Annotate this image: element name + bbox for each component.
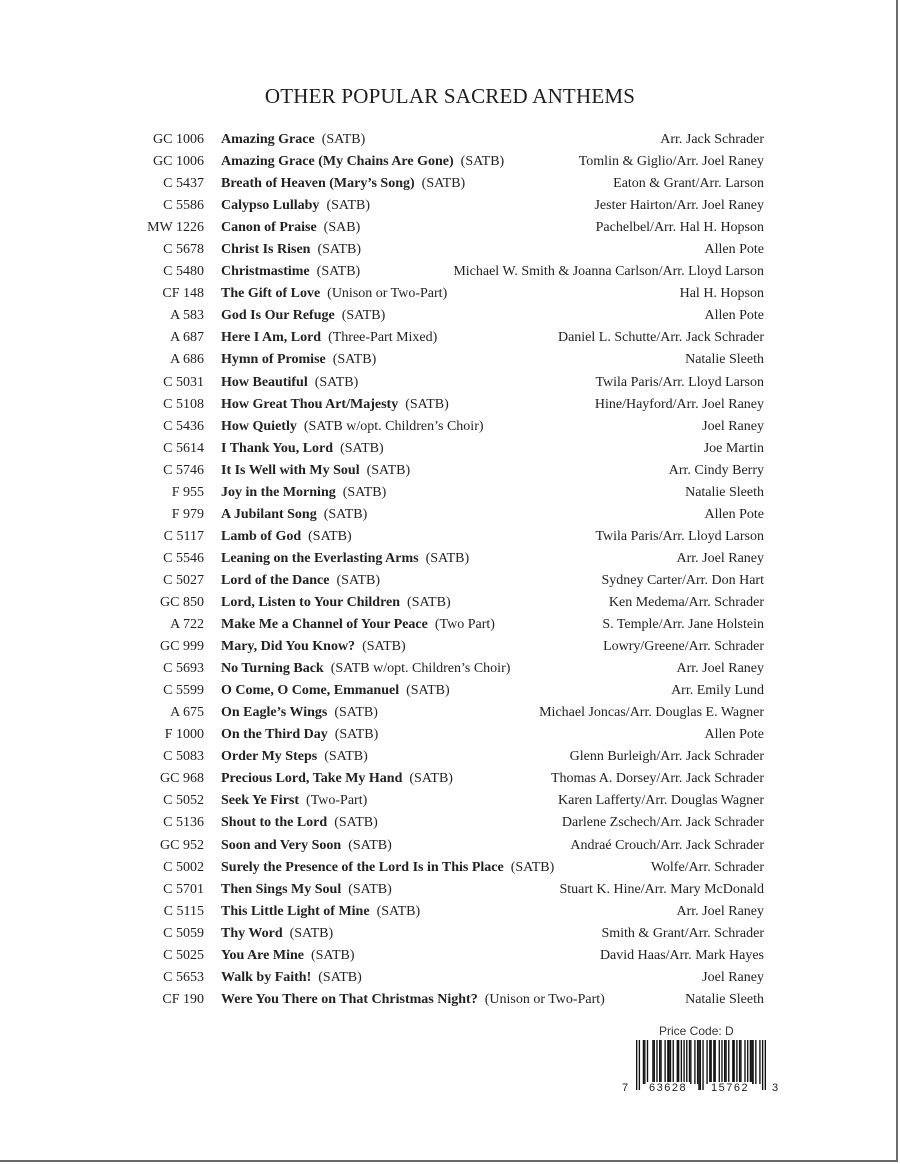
barcode-bar bbox=[734, 1040, 735, 1084]
catalog-code: F 1000 bbox=[164, 727, 204, 743]
anthem-title: Thy Word bbox=[221, 925, 283, 941]
anthem-row bbox=[0, 901, 900, 923]
catalog-code: C 5027 bbox=[163, 572, 204, 588]
catalog-code: C 5025 bbox=[163, 947, 204, 963]
barcode-bar bbox=[719, 1040, 720, 1084]
composer-arranger: Allen Pote bbox=[704, 506, 764, 522]
barcode-bar bbox=[762, 1040, 763, 1090]
anthem-title: A Jubilant Song bbox=[221, 506, 317, 522]
anthem-title-cell bbox=[221, 702, 378, 724]
anthem-title-cell bbox=[221, 746, 368, 768]
anthem-title: Were You There on That Christmas Night? bbox=[221, 991, 478, 1007]
anthem-list bbox=[0, 129, 900, 1011]
anthem-title: How Beautiful bbox=[221, 374, 308, 390]
anthem-title-cell bbox=[221, 967, 362, 989]
anthem-row bbox=[0, 746, 900, 768]
composer-arranger: Thomas A. Dorsey/Arr. Jack Schrader bbox=[550, 771, 764, 787]
barcode-bar bbox=[681, 1040, 682, 1084]
anthem-row bbox=[0, 416, 900, 438]
composer-arranger: Ken Medema/Arr. Schrader bbox=[608, 594, 764, 610]
anthem-voicing: (SATB) bbox=[326, 198, 370, 214]
anthem-title: The Gift of Love bbox=[221, 286, 321, 302]
composer-arranger: S. Temple/Arr. Jane Holstein bbox=[602, 617, 764, 633]
catalog-code: GC 850 bbox=[160, 594, 204, 610]
anthem-title-cell bbox=[221, 636, 406, 658]
anthem-row bbox=[0, 835, 900, 857]
barcode-bar bbox=[647, 1040, 648, 1084]
barcode-bar bbox=[713, 1040, 714, 1084]
barcode-bar bbox=[736, 1040, 737, 1084]
anthem-row bbox=[0, 989, 900, 1011]
anthem-voicing: (SATB) bbox=[405, 396, 449, 412]
barcode-bar bbox=[683, 1040, 684, 1084]
anthem-row bbox=[0, 857, 900, 879]
anthem-voicing: (SATB) bbox=[316, 264, 361, 280]
anthem-title-cell bbox=[221, 239, 361, 261]
anthem-row bbox=[0, 923, 900, 945]
anthem-voicing: (SATB) bbox=[342, 484, 387, 500]
barcode-bar bbox=[690, 1040, 691, 1084]
anthem-voicing: (SATB) bbox=[334, 705, 378, 721]
barcode-bar bbox=[678, 1040, 679, 1084]
anthem-voicing: (Unison or Two-Part) bbox=[484, 991, 605, 1007]
anthem-title: Shout to the Lord bbox=[221, 815, 328, 831]
composer-arranger: David Haas/Arr. Mark Hayes bbox=[599, 947, 764, 963]
anthem-row bbox=[0, 658, 900, 680]
catalog-code: A 687 bbox=[170, 330, 204, 346]
anthem-title-cell bbox=[221, 835, 392, 857]
anthem-title: I Thank You, Lord bbox=[221, 440, 334, 456]
catalog-code: C 5678 bbox=[163, 242, 204, 258]
anthem-row bbox=[0, 548, 900, 570]
composer-arranger: Andraé Crouch/Arr. Jack Schrader bbox=[570, 837, 764, 853]
barcode-bar bbox=[755, 1040, 756, 1084]
anthem-row bbox=[0, 768, 900, 790]
anthem-voicing: (SATB) bbox=[321, 132, 366, 147]
anthem-voicing: (SATB) bbox=[318, 969, 362, 985]
composer-arranger: Michael W. Smith & Joanna Carlson/Arr. Lloyd Larson bbox=[453, 264, 764, 280]
anthem-row bbox=[0, 724, 900, 746]
anthem-voicing: (SATB) bbox=[323, 506, 368, 522]
barcode-bar bbox=[643, 1040, 644, 1084]
anthem-row bbox=[0, 702, 900, 724]
anthem-title: Calypso Lullaby bbox=[221, 198, 320, 214]
composer-arranger: Lowry/Greene/Arr. Schrader bbox=[603, 639, 764, 655]
barcode-bar bbox=[728, 1040, 729, 1084]
anthem-title-cell bbox=[221, 305, 385, 327]
anthem-row bbox=[0, 283, 900, 305]
anthem-voicing: (SATB) bbox=[332, 352, 377, 368]
anthem-title: How Great Thou Art/Majesty bbox=[221, 396, 399, 412]
catalog-code: C 5059 bbox=[163, 925, 204, 941]
anthem-title-cell bbox=[221, 724, 378, 746]
anthem-title-cell bbox=[221, 923, 333, 945]
anthem-title-cell bbox=[221, 195, 370, 217]
catalog-code: CF 148 bbox=[162, 286, 204, 302]
barcode-bar bbox=[765, 1040, 766, 1090]
anthem-voicing: (SATB) bbox=[406, 683, 450, 699]
composer-arranger: Allen Pote bbox=[704, 727, 764, 743]
anthem-voicing: (SATB) bbox=[348, 837, 392, 853]
barcode-bar bbox=[751, 1040, 752, 1084]
barcode-bar bbox=[667, 1040, 668, 1084]
composer-arranger: Wolfe/Arr. Schrader bbox=[650, 859, 764, 875]
composer-arranger: Natalie Sleeth bbox=[685, 352, 764, 368]
anthem-title: Order My Steps bbox=[221, 749, 318, 765]
anthem-voicing: (Unison or Two-Part) bbox=[327, 286, 448, 302]
composer-arranger: Natalie Sleeth bbox=[685, 991, 764, 1007]
composer-arranger: Arr. Cindy Berry bbox=[668, 462, 764, 478]
barcode-left-group: 63628 bbox=[646, 1082, 690, 1094]
anthem-title: On Eagle’s Wings bbox=[221, 705, 328, 721]
composer-arranger: Arr. Joel Raney bbox=[676, 550, 764, 566]
anthem-title-cell bbox=[221, 989, 605, 1011]
catalog-code: C 5614 bbox=[163, 440, 204, 456]
anthem-title-cell bbox=[221, 394, 449, 416]
anthem-voicing: (SATB) bbox=[324, 749, 368, 765]
barcode-bar bbox=[659, 1040, 660, 1084]
anthem-title-cell bbox=[221, 261, 360, 283]
anthem-title-cell bbox=[221, 151, 504, 173]
composer-arranger: Allen Pote bbox=[704, 242, 764, 258]
anthem-row bbox=[0, 460, 900, 482]
catalog-code: GC 1006 bbox=[153, 154, 204, 170]
barcode-bar bbox=[670, 1040, 671, 1084]
anthem-title: Mary, Did You Know? bbox=[221, 639, 356, 655]
barcode-bar bbox=[744, 1040, 745, 1084]
anthem-voicing: (SATB) bbox=[407, 594, 451, 610]
anthem-row bbox=[0, 327, 900, 349]
anthem-row bbox=[0, 680, 900, 702]
catalog-code: MW 1226 bbox=[147, 220, 204, 236]
anthem-voicing: (SATB) bbox=[421, 176, 466, 192]
anthem-row bbox=[0, 614, 900, 636]
anthem-voicing: (SATB w/opt. Children’s Choir) bbox=[330, 661, 511, 677]
anthem-voicing: (Three-Part Mixed) bbox=[328, 330, 438, 346]
catalog-code: C 5746 bbox=[163, 462, 204, 478]
composer-arranger: Natalie Sleeth bbox=[685, 484, 764, 500]
anthem-title-cell bbox=[221, 460, 410, 482]
catalog-code: C 5480 bbox=[163, 264, 204, 280]
barcode-bar bbox=[654, 1040, 655, 1084]
catalog-code: GC 999 bbox=[160, 639, 204, 655]
composer-arranger: Eaton & Grant/Arr. Larson bbox=[613, 176, 764, 192]
anthem-title-cell bbox=[221, 438, 384, 460]
catalog-code: GC 968 bbox=[160, 771, 204, 787]
catalog-code: C 5599 bbox=[163, 683, 204, 699]
anthem-voicing: (SATB w/opt. Children’s Choir) bbox=[303, 418, 484, 434]
anthem-row bbox=[0, 504, 900, 526]
anthem-voicing: (SATB) bbox=[362, 639, 406, 655]
barcode-right-group: 15762 bbox=[708, 1082, 752, 1094]
anthem-row bbox=[0, 394, 900, 416]
anthem-row bbox=[0, 438, 900, 460]
anthem-title-cell bbox=[221, 349, 376, 371]
anthem-voicing: (SAB) bbox=[323, 220, 361, 236]
anthem-title-cell bbox=[221, 283, 447, 305]
barcode-bar bbox=[715, 1040, 716, 1084]
anthem-voicing: (SATB) bbox=[510, 859, 555, 875]
catalog-code: C 5117 bbox=[163, 528, 204, 544]
anthem-title: Lord, Listen to Your Children bbox=[221, 594, 401, 610]
anthem-title: You Are Mine bbox=[221, 947, 304, 963]
barcode-bar bbox=[677, 1040, 678, 1084]
anthem-title: On the Third Day bbox=[221, 727, 328, 743]
anthem-row bbox=[0, 812, 900, 834]
catalog-code: C 5052 bbox=[163, 793, 204, 809]
anthem-title: How Quietly bbox=[221, 418, 297, 434]
anthem-title-cell bbox=[221, 173, 465, 195]
anthem-title: O Come, O Come, Emmanuel bbox=[221, 683, 400, 699]
barcode-bar bbox=[724, 1040, 725, 1084]
anthem-row bbox=[0, 372, 900, 394]
anthem-title: God Is Our Refuge bbox=[221, 308, 335, 324]
anthem-voicing: (SATB) bbox=[425, 550, 470, 566]
anthem-voicing: (SATB) bbox=[289, 925, 334, 941]
composer-arranger: Arr. Emily Lund bbox=[671, 683, 764, 699]
composer-arranger: Allen Pote bbox=[704, 308, 764, 324]
anthem-title-cell bbox=[221, 857, 554, 879]
anthem-voicing: (SATB) bbox=[308, 528, 352, 544]
composer-arranger: Tomlin & Giglio/Arr. Joel Raney bbox=[578, 154, 764, 170]
catalog-code: C 5546 bbox=[163, 550, 204, 566]
price-code: Price Code: D bbox=[659, 1024, 734, 1038]
anthem-voicing: (Two Part) bbox=[434, 617, 495, 633]
barcode-bar bbox=[694, 1040, 695, 1084]
anthem-title: Precious Lord, Take My Hand bbox=[221, 771, 403, 787]
barcode-bar bbox=[697, 1040, 698, 1084]
barcode-bar bbox=[752, 1040, 753, 1084]
anthem-title: Christmastime bbox=[221, 264, 310, 280]
barcode-bar bbox=[698, 1040, 699, 1090]
composer-arranger: Smith & Grant/Arr. Schrader bbox=[601, 925, 764, 941]
barcode-lead-digit: 7 bbox=[622, 1082, 629, 1094]
barcode-bar bbox=[740, 1040, 741, 1084]
catalog-code: C 5586 bbox=[163, 198, 204, 214]
anthem-voicing: (SATB) bbox=[336, 572, 381, 588]
anthem-title: No Turning Back bbox=[221, 661, 324, 677]
anthem-title: Make Me a Channel of Your Peace bbox=[221, 617, 428, 633]
composer-arranger: Hine/Hayford/Arr. Joel Raney bbox=[594, 396, 764, 412]
catalog-code: A 675 bbox=[170, 705, 204, 721]
composer-arranger: Michael Joncas/Arr. Douglas E. Wagner bbox=[539, 705, 764, 721]
anthem-title: Joy in the Morning bbox=[221, 484, 336, 500]
anthem-title: Leaning on the Everlasting Arms bbox=[221, 550, 419, 566]
catalog-code: C 5108 bbox=[163, 396, 204, 412]
composer-arranger: Twila Paris/Arr. Lloyd Larson bbox=[595, 528, 764, 544]
anthem-title: It Is Well with My Soul bbox=[221, 462, 360, 478]
barcode-bar bbox=[669, 1040, 670, 1084]
anthem-title: Then Sings My Soul bbox=[221, 881, 342, 897]
composer-arranger: Arr. Joel Raney bbox=[676, 661, 764, 677]
barcode-bar bbox=[664, 1040, 665, 1084]
barcode-bar bbox=[689, 1040, 690, 1084]
catalog-code: C 5701 bbox=[163, 881, 204, 897]
anthem-voicing: (SATB) bbox=[317, 242, 362, 258]
barcode-bar bbox=[759, 1040, 760, 1084]
composer-arranger: Glenn Burleigh/Arr. Jack Schrader bbox=[569, 749, 764, 765]
catalog-code: F 979 bbox=[171, 506, 204, 522]
barcode-bar bbox=[652, 1040, 653, 1084]
catalog-code: C 5002 bbox=[163, 859, 204, 875]
barcode-bar bbox=[709, 1040, 710, 1084]
composer-arranger: Joe Martin bbox=[703, 440, 764, 456]
anthem-title: Hymn of Promise bbox=[221, 352, 326, 368]
anthem-row bbox=[0, 349, 900, 371]
catalog-code: C 5031 bbox=[163, 374, 204, 390]
anthem-row bbox=[0, 482, 900, 504]
anthem-title-cell bbox=[221, 570, 380, 592]
anthem-title: Here I Am, Lord bbox=[221, 330, 322, 346]
anthem-title: Surely the Presence of the Lord Is in This Place bbox=[221, 859, 504, 875]
barcode-bar bbox=[656, 1040, 657, 1084]
anthem-row bbox=[0, 526, 900, 548]
anthem-voicing: (SATB) bbox=[376, 903, 421, 919]
barcode-bar bbox=[636, 1040, 637, 1090]
barcode-bar bbox=[750, 1040, 751, 1084]
anthem-title-cell bbox=[221, 614, 495, 636]
composer-arranger: Joel Raney bbox=[702, 418, 764, 434]
anthem-title: This Little Light of Mine bbox=[221, 903, 370, 919]
barcode-bar bbox=[673, 1040, 674, 1084]
catalog-code: GC 952 bbox=[160, 837, 204, 853]
anthem-row bbox=[0, 239, 900, 261]
composer-arranger: Joel Raney bbox=[702, 969, 764, 985]
barcode-bar bbox=[660, 1040, 661, 1084]
anthem-row bbox=[0, 195, 900, 217]
catalog-code: C 5693 bbox=[163, 661, 204, 677]
anthem-title-cell bbox=[221, 680, 450, 702]
anthem-title-cell bbox=[221, 372, 358, 394]
barcode-bar bbox=[747, 1040, 748, 1084]
anthem-title-cell bbox=[221, 129, 365, 151]
anthem-title-cell bbox=[221, 482, 386, 504]
anthem-title: Seek Ye First bbox=[221, 793, 300, 809]
anthem-row bbox=[0, 967, 900, 989]
anthem-title-cell bbox=[221, 945, 355, 967]
composer-arranger: Jester Hairton/Arr. Joel Raney bbox=[594, 198, 764, 214]
catalog-code: C 5436 bbox=[163, 418, 204, 434]
catalog-code: F 955 bbox=[171, 484, 204, 500]
anthem-title: Lamb of God bbox=[221, 528, 302, 544]
anthem-title: Breath of Heaven (Mary’s Song) bbox=[221, 176, 415, 192]
barcode-bar bbox=[639, 1040, 640, 1090]
anthem-title: Soon and Very Soon bbox=[221, 837, 342, 853]
anthem-voicing: (SATB) bbox=[334, 727, 379, 743]
anthem-title: Amazing Grace bbox=[221, 132, 315, 147]
composer-arranger: Hal H. Hopson bbox=[679, 286, 764, 302]
catalog-code: A 686 bbox=[170, 352, 204, 368]
anthem-title-cell bbox=[221, 526, 352, 548]
anthem-title-cell bbox=[221, 812, 378, 834]
composer-arranger: Arr. Jack Schrader bbox=[660, 132, 764, 147]
anthem-title-cell bbox=[221, 790, 367, 812]
anthem-title-cell bbox=[221, 768, 453, 790]
anthem-row bbox=[0, 592, 900, 614]
anthem-row bbox=[0, 129, 900, 151]
anthem-row bbox=[0, 945, 900, 967]
anthem-title-cell bbox=[221, 504, 367, 526]
barcode-bar bbox=[739, 1040, 740, 1084]
barcode bbox=[622, 1040, 779, 1100]
page-title: OTHER POPULAR SACRED ANTHEMS bbox=[264, 84, 636, 108]
composer-arranger: Darlene Zschech/Arr. Jack Schrader bbox=[561, 815, 764, 831]
anthem-row bbox=[0, 173, 900, 195]
catalog-code: CF 190 bbox=[162, 991, 204, 1007]
anthem-title: Canon of Praise bbox=[221, 220, 317, 236]
anthem-voicing: (SATB) bbox=[314, 374, 359, 390]
anthem-title-cell bbox=[221, 416, 484, 438]
composer-arranger: Stuart K. Hine/Arr. Mary McDonald bbox=[559, 881, 764, 897]
anthem-title: Christ Is Risen bbox=[221, 242, 311, 258]
anthem-title-cell bbox=[221, 592, 451, 614]
catalog-code: A 583 bbox=[170, 308, 204, 324]
barcode-bar bbox=[725, 1040, 726, 1084]
catalog-code: GC 1006 bbox=[153, 132, 204, 147]
catalog-code: C 5437 bbox=[163, 176, 204, 192]
anthem-title-cell bbox=[221, 879, 392, 901]
anthem-row bbox=[0, 261, 900, 283]
anthem-voicing: (SATB) bbox=[340, 440, 384, 456]
barcode-bar bbox=[710, 1040, 711, 1084]
anthem-voicing: (SATB) bbox=[334, 815, 378, 831]
barcode-check-digit: 3 bbox=[772, 1082, 779, 1094]
catalog-code: C 5083 bbox=[163, 749, 204, 765]
barcode-bar bbox=[706, 1040, 707, 1084]
composer-arranger: Twila Paris/Arr. Lloyd Larson bbox=[595, 374, 764, 390]
composer-arranger: Daniel L. Schutte/Arr. Jack Schrader bbox=[557, 330, 764, 346]
barcode-bar bbox=[721, 1040, 722, 1084]
anthem-voicing: (SATB) bbox=[409, 771, 453, 787]
composer-arranger: Karen Lafferty/Arr. Douglas Wagner bbox=[558, 793, 764, 809]
composer-arranger: Pachelbel/Arr. Hal H. Hopson bbox=[595, 220, 764, 236]
anthem-title: Walk by Faith! bbox=[221, 969, 312, 985]
composer-arranger: Arr. Joel Raney bbox=[676, 903, 764, 919]
anthem-title-cell bbox=[221, 217, 360, 239]
anthem-voicing: (SATB) bbox=[366, 462, 411, 478]
catalog-code: C 5136 bbox=[163, 815, 204, 831]
anthem-voicing: (SATB) bbox=[460, 154, 505, 170]
anthem-title: Amazing Grace (My Chains Are Gone) bbox=[221, 154, 454, 170]
anthem-voicing: (Two-Part) bbox=[306, 793, 368, 809]
catalog-code: C 5115 bbox=[163, 903, 204, 919]
catalog-code: C 5653 bbox=[163, 969, 204, 985]
anthem-title-cell bbox=[221, 658, 510, 680]
anthem-title-cell bbox=[221, 548, 469, 570]
anthem-row bbox=[0, 636, 900, 658]
anthem-title-cell bbox=[221, 901, 420, 923]
catalog-code: A 722 bbox=[170, 617, 204, 633]
anthem-row bbox=[0, 305, 900, 327]
anthem-voicing: (SATB) bbox=[341, 308, 386, 324]
anthem-title: Lord of the Dance bbox=[221, 572, 330, 588]
composer-arranger: Sydney Carter/Arr. Don Hart bbox=[601, 572, 764, 588]
barcode-bar bbox=[702, 1040, 703, 1090]
barcode-bar bbox=[686, 1040, 687, 1084]
barcode-bar bbox=[732, 1040, 733, 1084]
anthem-row bbox=[0, 151, 900, 173]
anthem-voicing: (SATB) bbox=[348, 881, 392, 897]
anthem-row bbox=[0, 879, 900, 901]
anthem-voicing: (SATB) bbox=[310, 947, 355, 963]
barcode-bar bbox=[700, 1040, 701, 1090]
anthem-row bbox=[0, 790, 900, 812]
barcode-bar bbox=[644, 1040, 645, 1084]
anthem-row bbox=[0, 570, 900, 592]
anthem-title-cell bbox=[221, 327, 437, 349]
anthem-row bbox=[0, 217, 900, 239]
